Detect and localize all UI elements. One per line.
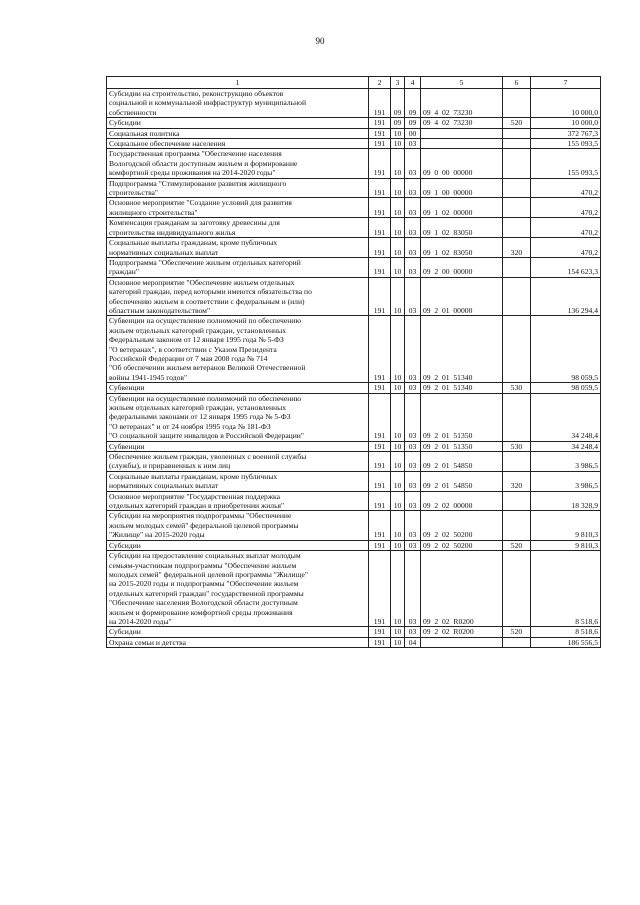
- budget-table-body: [107, 77, 601, 648]
- subsection-code-cell: 03: [405, 149, 421, 178]
- target-article-cell: 09 1 00 00000: [421, 178, 503, 198]
- subsection-code-cell: 03: [405, 383, 421, 393]
- grbs-code-cell: 191: [369, 118, 391, 128]
- header-cell: 7: [531, 77, 601, 89]
- subsection-code-cell: 09: [405, 89, 421, 118]
- target-article-cell: 09 4 02 73230: [421, 118, 503, 128]
- item-name-cell: Обеспечение жильем граждан, уволенных с военной службы (службы), и приравненных к ним лиц: [107, 452, 369, 472]
- item-name-cell: Субвенции: [107, 441, 369, 451]
- item-name-cell: Субвенции: [107, 383, 369, 393]
- amount-cell: 470,2: [531, 178, 601, 198]
- expense-type-cell: 520: [503, 118, 531, 128]
- table-row: [107, 452, 601, 472]
- expense-type-cell: 520: [503, 540, 531, 550]
- expense-type-cell: [503, 139, 531, 149]
- target-article-cell: 09 2 02 50200: [421, 540, 503, 550]
- expense-type-cell: [503, 393, 531, 441]
- grbs-code-cell: 191: [369, 511, 391, 540]
- section-code-cell: 10: [391, 551, 405, 627]
- item-name-cell: Субсидии: [107, 118, 369, 128]
- amount-cell: 470,2: [531, 218, 601, 238]
- header-cell: 5: [421, 77, 503, 89]
- grbs-code-cell: 191: [369, 178, 391, 198]
- grbs-code-cell: 191: [369, 316, 391, 383]
- target-article-cell: 09 2 02 50200: [421, 511, 503, 540]
- amount-cell: 136 294,4: [531, 277, 601, 316]
- target-article-cell: 09 2 02 R0200: [421, 551, 503, 627]
- grbs-code-cell: 191: [369, 491, 391, 511]
- subsection-code-cell: 03: [405, 178, 421, 198]
- section-code-cell: 09: [391, 118, 405, 128]
- section-code-cell: 10: [391, 178, 405, 198]
- amount-cell: 154 623,3: [531, 257, 601, 277]
- table-row: [107, 441, 601, 451]
- target-article-cell: 09 2 01 51350: [421, 441, 503, 451]
- section-code-cell: 10: [391, 627, 405, 637]
- expense-type-cell: [503, 637, 531, 647]
- amount-cell: 470,2: [531, 198, 601, 218]
- amount-cell: 470,2: [531, 238, 601, 258]
- subsection-code-cell: 03: [405, 139, 421, 149]
- grbs-code-cell: 191: [369, 218, 391, 238]
- section-code-cell: 10: [391, 637, 405, 647]
- expense-type-cell: 530: [503, 383, 531, 393]
- expense-type-cell: [503, 89, 531, 118]
- table-row: [107, 471, 601, 491]
- item-name-cell: Социальные выплаты гражданам, кроме публичных нормативных социальных выплат: [107, 238, 369, 258]
- section-code-cell: 10: [391, 257, 405, 277]
- table-row: [107, 218, 601, 238]
- expense-type-cell: [503, 551, 531, 627]
- amount-cell: 34 248,4: [531, 441, 601, 451]
- expense-type-cell: 320: [503, 238, 531, 258]
- grbs-code-cell: 191: [369, 452, 391, 472]
- table-row: [107, 551, 601, 627]
- target-article-cell: [421, 637, 503, 647]
- subsection-code-cell: 03: [405, 491, 421, 511]
- grbs-code-cell: 191: [369, 139, 391, 149]
- subsection-code-cell: 03: [405, 257, 421, 277]
- target-article-cell: [421, 128, 503, 138]
- subsection-code-cell: 03: [405, 452, 421, 472]
- target-article-cell: [421, 139, 503, 149]
- target-article-cell: 09 2 02 00000: [421, 491, 503, 511]
- table-row: [107, 139, 601, 149]
- header-cell: 3: [391, 77, 405, 89]
- section-code-cell: 10: [391, 511, 405, 540]
- item-name-cell: Субсидии: [107, 627, 369, 637]
- item-name-cell: Социальное обеспечение населения: [107, 139, 369, 149]
- expense-type-cell: [503, 218, 531, 238]
- item-name-cell: Подпрограмма "Обеспечение жильем отдельных категорий граждан": [107, 257, 369, 277]
- target-article-cell: 09 2 01 54850: [421, 452, 503, 472]
- expense-type-cell: [503, 128, 531, 138]
- subsection-code-cell: 03: [405, 471, 421, 491]
- section-code-cell: 10: [391, 316, 405, 383]
- grbs-code-cell: 191: [369, 540, 391, 550]
- subsection-code-cell: 03: [405, 627, 421, 637]
- amount-cell: 155 093,5: [531, 149, 601, 178]
- item-name-cell: Субвенции на осуществление полномочий по обеспечению жильем отдельных категорий граждан, установленных федеральными законами от 12 января 1995 года № 5-ФЗ "О ветеранах" и от 24 ноября 1995 года № 181-ФЗ "О социальной защите инвалидов в Российской Федерации": [107, 393, 369, 441]
- amount-cell: 186 556,5: [531, 637, 601, 647]
- grbs-code-cell: 191: [369, 627, 391, 637]
- expense-type-cell: 530: [503, 441, 531, 451]
- expense-type-cell: [503, 316, 531, 383]
- subsection-code-cell: 03: [405, 441, 421, 451]
- section-code-cell: 10: [391, 393, 405, 441]
- section-code-cell: 10: [391, 128, 405, 138]
- header-cell: 1: [107, 77, 369, 89]
- column-number-header-row: [107, 77, 601, 89]
- table-row: [107, 149, 601, 178]
- item-name-cell: Основное мероприятие "Создание условий для развития жилищного строительства": [107, 198, 369, 218]
- grbs-code-cell: 191: [369, 128, 391, 138]
- table-row: [107, 128, 601, 138]
- table-row: [107, 118, 601, 128]
- section-code-cell: 10: [391, 540, 405, 550]
- expense-type-cell: [503, 178, 531, 198]
- amount-cell: 18 328,9: [531, 491, 601, 511]
- item-name-cell: Подпрограмма "Стимулирование развития жилищного строительства": [107, 178, 369, 198]
- subsection-code-cell: 03: [405, 238, 421, 258]
- item-name-cell: Основное мероприятие "Обеспечение жильем отдельных категорий граждан, перед которыми имеются обязательства по обеспечению жильем в соответствии с федеральным и (или) областным законодательством": [107, 277, 369, 316]
- table-row: [107, 277, 601, 316]
- amount-cell: 98 059,5: [531, 316, 601, 383]
- section-code-cell: 10: [391, 441, 405, 451]
- subsection-code-cell: 00: [405, 128, 421, 138]
- table-row: [107, 238, 601, 258]
- table-row: [107, 316, 601, 383]
- section-code-cell: 10: [391, 452, 405, 472]
- grbs-code-cell: 191: [369, 149, 391, 178]
- table-row: [107, 383, 601, 393]
- amount-cell: 3 986,5: [531, 471, 601, 491]
- expense-type-cell: 320: [503, 471, 531, 491]
- subsection-code-cell: 03: [405, 511, 421, 540]
- item-name-cell: Субвенции на осуществление полномочий по обеспечению жильем отдельных категорий граждан, установленных Федеральным законом от 12 января 1995 года № 5-ФЗ "О ветеранах", в соответствии с Указом Президента Российской Федерации от 7 мая 2008 года № 714 "Об обеспечении жильем ветеранов Великой Отечественной войны 1941-1945 годов": [107, 316, 369, 383]
- item-name-cell: Компенсация гражданам за заготовку древесины для строительства индивидуального жилья: [107, 218, 369, 238]
- amount-cell: 10 000,0: [531, 89, 601, 118]
- page-number: 90: [315, 36, 325, 46]
- subsection-code-cell: 03: [405, 393, 421, 441]
- grbs-code-cell: 191: [369, 383, 391, 393]
- expense-type-cell: [503, 149, 531, 178]
- target-article-cell: 09 2 02 R0200: [421, 627, 503, 637]
- item-name-cell: Охрана семьи и детства: [107, 637, 369, 647]
- target-article-cell: 09 2 01 00000: [421, 277, 503, 316]
- item-name-cell: Субсидии на строительство, реконструкцию объектов социальной и коммунальной инфраструктур муниципальной собственности: [107, 89, 369, 118]
- item-name-cell: Основное мероприятие "Государственная поддержка отдельных категорий граждан в приобретении жилья": [107, 491, 369, 511]
- budget-table: [106, 76, 601, 648]
- grbs-code-cell: 191: [369, 441, 391, 451]
- target-article-cell: 09 2 01 54850: [421, 471, 503, 491]
- section-code-cell: 10: [391, 149, 405, 178]
- item-name-cell: Субсидии на мероприятия подпрограммы "Обеспечение жильем молодых семей" федеральной целевой программы "Жилище" на 2015-2020 годы: [107, 511, 369, 540]
- amount-cell: 10 000,0: [531, 118, 601, 128]
- target-article-cell: 09 2 01 51340: [421, 316, 503, 383]
- table-row: [107, 198, 601, 218]
- table-row: [107, 178, 601, 198]
- subsection-code-cell: 09: [405, 118, 421, 128]
- grbs-code-cell: 191: [369, 257, 391, 277]
- amount-cell: 3 986,5: [531, 452, 601, 472]
- item-name-cell: Субсидии: [107, 540, 369, 550]
- target-article-cell: 09 2 00 00000: [421, 257, 503, 277]
- target-article-cell: 09 4 02 73230: [421, 89, 503, 118]
- grbs-code-cell: 191: [369, 89, 391, 118]
- grbs-code-cell: 191: [369, 277, 391, 316]
- amount-cell: 34 248,4: [531, 393, 601, 441]
- section-code-cell: 10: [391, 139, 405, 149]
- header-cell: 2: [369, 77, 391, 89]
- target-article-cell: 09 2 01 51340: [421, 383, 503, 393]
- amount-cell: 8 518,6: [531, 627, 601, 637]
- grbs-code-cell: 191: [369, 471, 391, 491]
- target-article-cell: 09 0 00 00000: [421, 149, 503, 178]
- grbs-code-cell: 191: [369, 551, 391, 627]
- target-article-cell: 09 1 02 83050: [421, 218, 503, 238]
- subsection-code-cell: 03: [405, 277, 421, 316]
- table-row: [107, 89, 601, 118]
- amount-cell: 98 059,5: [531, 383, 601, 393]
- table-row: [107, 511, 601, 540]
- table-row: [107, 540, 601, 550]
- item-name-cell: Социальная политика: [107, 128, 369, 138]
- target-article-cell: 09 1 02 83050: [421, 238, 503, 258]
- section-code-cell: 10: [391, 277, 405, 316]
- item-name-cell: Социальные выплаты гражданам, кроме публичных нормативных социальных выплат: [107, 471, 369, 491]
- expense-type-cell: [503, 277, 531, 316]
- subsection-code-cell: 03: [405, 218, 421, 238]
- grbs-code-cell: 191: [369, 393, 391, 441]
- section-code-cell: 10: [391, 198, 405, 218]
- section-code-cell: 09: [391, 89, 405, 118]
- section-code-cell: 10: [391, 238, 405, 258]
- expense-type-cell: 520: [503, 627, 531, 637]
- amount-cell: 8 518,6: [531, 551, 601, 627]
- expense-type-cell: [503, 257, 531, 277]
- subsection-code-cell: 03: [405, 540, 421, 550]
- expense-type-cell: [503, 452, 531, 472]
- header-cell: 6: [503, 77, 531, 89]
- target-article-cell: 09 2 01 51350: [421, 393, 503, 441]
- subsection-code-cell: 03: [405, 551, 421, 627]
- subsection-code-cell: 04: [405, 637, 421, 647]
- amount-cell: 155 093,5: [531, 139, 601, 149]
- table-row: [107, 637, 601, 647]
- subsection-code-cell: 03: [405, 198, 421, 218]
- section-code-cell: 10: [391, 218, 405, 238]
- expense-type-cell: [503, 198, 531, 218]
- table-row: [107, 257, 601, 277]
- table-row: [107, 393, 601, 441]
- item-name-cell: Государственная программа "Обеспечение населения Вологодской области доступным жильем и формирование комфортной среды проживания на 2014-2020 годы": [107, 149, 369, 178]
- amount-cell: 372 767,3: [531, 128, 601, 138]
- expense-type-cell: [503, 491, 531, 511]
- section-code-cell: 10: [391, 383, 405, 393]
- table-row: [107, 491, 601, 511]
- amount-cell: 9 810,3: [531, 511, 601, 540]
- table-row: [107, 627, 601, 637]
- amount-cell: 9 810,3: [531, 540, 601, 550]
- subsection-code-cell: 03: [405, 316, 421, 383]
- grbs-code-cell: 191: [369, 198, 391, 218]
- expense-type-cell: [503, 511, 531, 540]
- grbs-code-cell: 191: [369, 637, 391, 647]
- item-name-cell: Субсидии на предоставление социальных выплат молодым семьям-участникам подпрограммы "Обеспечение жильем молодых семей" федеральной целевой программы "Жилище" на 2015-2020 годы и подпрограммы "Обеспечение жильем отдельных категорий граждан" государственной программы "Обеспечение населения Вологодской области доступным жильем и формирование комфортной среды проживания на 2014-2020 годы": [107, 551, 369, 627]
- header-cell: 4: [405, 77, 421, 89]
- section-code-cell: 10: [391, 491, 405, 511]
- target-article-cell: 09 1 02 00000: [421, 198, 503, 218]
- grbs-code-cell: 191: [369, 238, 391, 258]
- section-code-cell: 10: [391, 471, 405, 491]
